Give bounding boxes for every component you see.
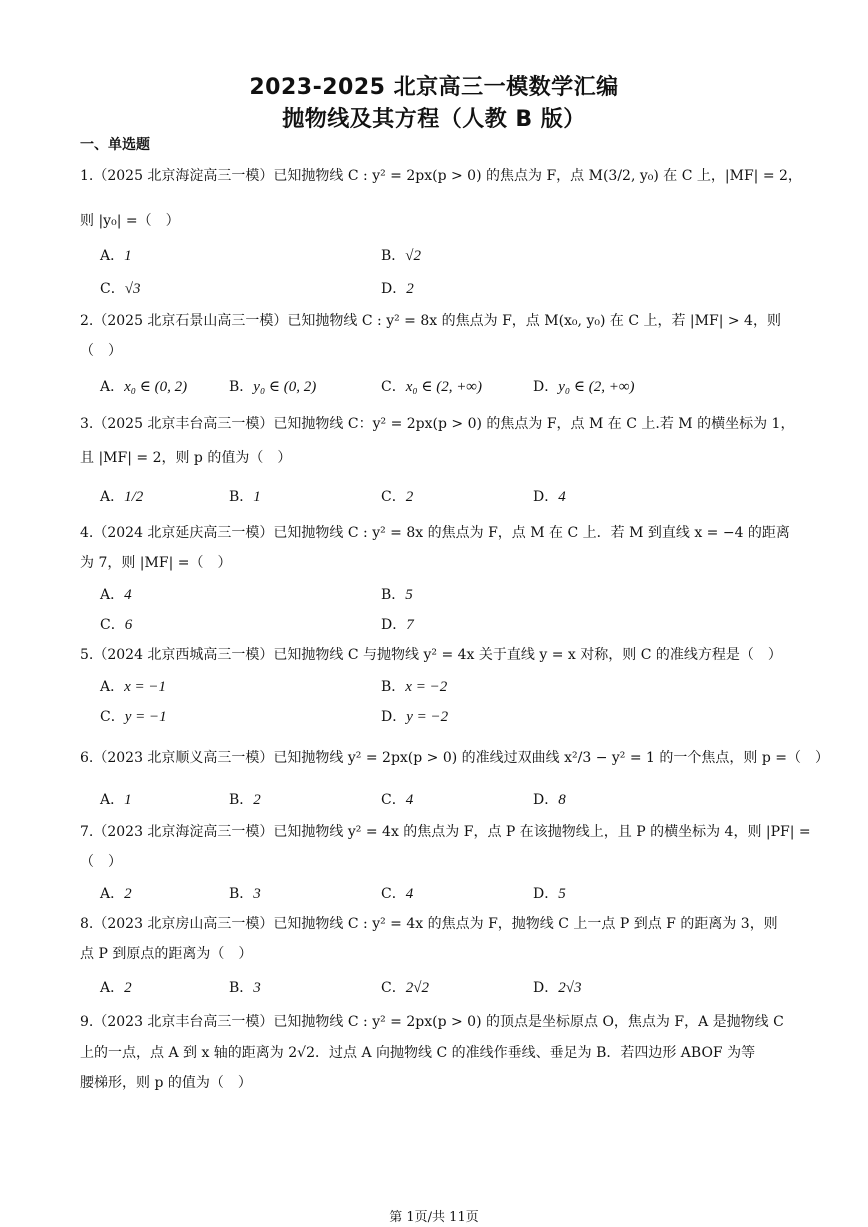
question-2-line-2: （ ） <box>80 343 122 359</box>
q2-option-d: D．y₀ ∈ (2, +∞) <box>533 379 635 395</box>
page-footer: 第 1页/共 11页 <box>389 1210 479 1225</box>
q1-option-d: D．2 <box>381 281 414 297</box>
q3-option-d: D．4 <box>533 489 566 505</box>
q3-option-c: C．2 <box>381 489 414 505</box>
q7-option-d: D．5 <box>533 886 566 902</box>
q8-option-a: A．2 <box>100 980 132 996</box>
q2-option-b: B．y₀ ∈ (0, 2) <box>229 379 317 395</box>
q7-option-c: C．4 <box>381 886 414 902</box>
q1-option-a: A．1 <box>100 248 132 264</box>
question-9-line-2: 上的一点，点 A 到 x 轴的距离为 2√2．过点 A 向抛物线 C 的准线作垂线、垂足为 B．若四边形 ABOF 为等 <box>80 1045 756 1061</box>
doc-title-line1: 2023-2025 北京高三一模数学汇编 <box>249 75 619 100</box>
question-2-line-1: 2.（2025 北京石景山高三一模）已知抛物线 C : y² = 8x 的焦点为 F，点 M(x₀, y₀) 在 C 上，若 |MF| > 4，则 <box>80 313 781 329</box>
question-3-line-1: 3.（2025 北京丰台高三一模）已知抛物线 C：y² = 2px(p > 0) 的焦点为 F，点 M 在 C 上.若 M 的横坐标为 1， <box>80 416 795 432</box>
q8-option-c: C．2√2 <box>381 980 429 996</box>
question-3-line-2: 且 |MF| = 2，则 p 的值为（ ） <box>80 450 292 466</box>
q2-option-a: A．x₀ ∈ (0, 2) <box>100 379 188 395</box>
question-9-line-1: 9.（2023 北京丰台高三一模）已知抛物线 C : y² = 2px(p > 0) 的顶点是坐标原点 O，焦点为 F，A 是抛物线 C <box>80 1014 784 1030</box>
question-5-line-1: 5.（2024 北京西城高三一模）已知抛物线 C 与抛物线 y² = 4x 关于直线 y = x 对称，则 C 的准线方程是（ ） <box>80 647 782 663</box>
q6-option-c: C．4 <box>381 792 414 808</box>
q5-option-a: A．x = −1 <box>100 679 167 695</box>
section-heading: 一、单选题 <box>80 137 150 153</box>
question-4-line-2: 为 7，则 |MF| =（ ） <box>80 555 232 571</box>
q4-option-b: B．5 <box>381 587 413 603</box>
q8-option-b: B．3 <box>229 980 261 996</box>
question-8-line-2: 点 P 到原点的距离为（ ） <box>80 946 253 962</box>
q6-option-d: D．8 <box>533 792 566 808</box>
q6-option-a: A．1 <box>100 792 132 808</box>
question-7-line-1: 7.（2023 北京海淀高三一模）已知抛物线 y² = 4x 的焦点为 F，点 P 在该抛物线上，且 P 的横坐标为 4，则 |PF| = <box>80 824 811 840</box>
q5-option-c: C．y = −1 <box>100 709 167 725</box>
q1-option-b: B．√2 <box>381 248 422 264</box>
q4-option-a: A．4 <box>100 587 132 603</box>
question-1-line-2: 则 |y₀| =（ ） <box>80 213 180 229</box>
q4-option-c: C．6 <box>100 617 133 633</box>
question-4-line-1: 4.（2024 北京延庆高三一模）已知抛物线 C : y² = 8x 的焦点为 F，点 M 在 C 上．若 M 到直线 x = −4 的距离 <box>80 525 790 541</box>
q7-option-b: B．3 <box>229 886 261 902</box>
question-6-line-1: 6.（2023 北京顺义高三一模）已知抛物线 y² = 2px(p > 0) 的准线过双曲线 x²/3 − y² = 1 的一个焦点，则 p =（ ） <box>80 750 829 766</box>
q5-option-d: D．y = −2 <box>381 709 449 725</box>
q4-option-d: D．7 <box>381 617 414 633</box>
question-1-line-1: 1.（2025 北京海淀高三一模）已知抛物线 C : y² = 2px(p > 0) 的焦点为 F，点 M(3/2, y₀) 在 C 上，|MF| = 2， <box>80 168 802 184</box>
question-9-line-3: 腰梯形，则 p 的值为（ ） <box>80 1075 252 1091</box>
question-7-line-2: （ ） <box>80 854 122 870</box>
q5-option-b: B．x = −2 <box>381 679 448 695</box>
question-8-line-1: 8.（2023 北京房山高三一模）已知抛物线 C : y² = 4x 的焦点为 F，抛物线 C 上一点 P 到点 F 的距离为 3，则 <box>80 916 778 932</box>
q2-option-c: C．x₀ ∈ (2, +∞) <box>381 379 483 395</box>
doc-title-line2: 抛物线及其方程（人教 B 版） <box>282 107 586 132</box>
q7-option-a: A．2 <box>100 886 132 902</box>
q6-option-b: B．2 <box>229 792 261 808</box>
q1-option-c: C．√3 <box>100 281 141 297</box>
q3-option-b: B．1 <box>229 489 261 505</box>
q3-option-a: A．1/2 <box>100 489 144 505</box>
q8-option-d: D．2√3 <box>533 980 582 996</box>
